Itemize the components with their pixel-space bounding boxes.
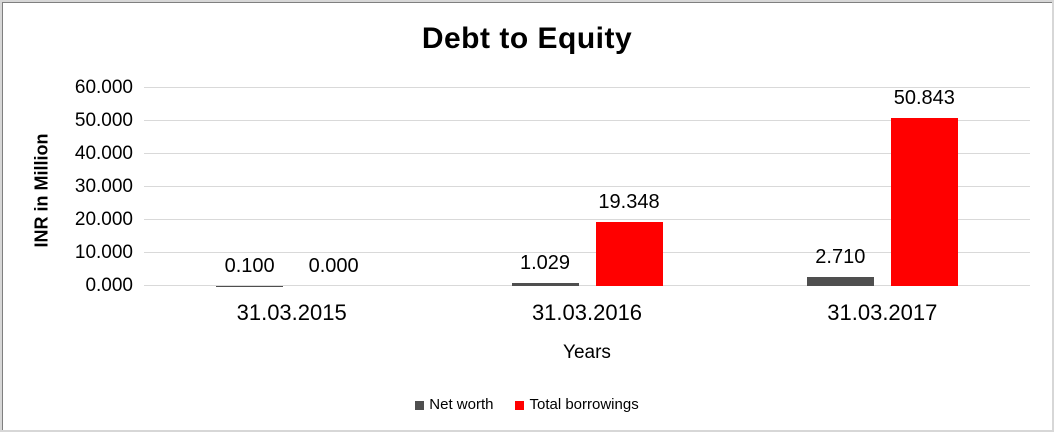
y-tick-label: 20.000: [74, 209, 133, 230]
legend-swatch-total-borrowings: [515, 401, 524, 410]
x-axis-title: Years: [563, 342, 611, 363]
y-tick-label: 50.000: [74, 110, 133, 131]
legend-label-net-worth: Net worth: [429, 396, 494, 413]
legend-item-net-worth: [415, 396, 493, 414]
y-tick-label: 10.000: [74, 242, 133, 263]
bar-value-label: 0.100: [224, 254, 275, 277]
y-tick-label: 40.000: [74, 143, 133, 164]
bar-net-worth: [512, 283, 579, 286]
y-axis-title: INR in Million: [31, 133, 52, 248]
category-label: 31.03.2015: [236, 300, 347, 325]
legend-swatch-net-worth: [415, 401, 424, 410]
legend: [0, 396, 1054, 414]
bar-value-label: 2.710: [815, 246, 866, 269]
bar-value-label: 0.000: [308, 255, 359, 277]
bar-value-label: 50.843: [893, 87, 955, 110]
legend-item-total-borrowings: [515, 396, 638, 414]
legend-label-total-borrowings: Total borrowings: [529, 396, 639, 413]
bar-value-label: 1.029: [519, 251, 571, 274]
bar-net-worth: [807, 277, 874, 286]
y-tick-label: 30.000: [74, 176, 133, 197]
chart-title: Debt to Equity: [421, 22, 633, 55]
y-tick-label: 0.000: [85, 275, 133, 296]
bar-value-label: 19.348: [598, 191, 660, 214]
category-label: 31.03.2016: [531, 300, 643, 325]
category-label: 31.03.2017: [827, 300, 938, 325]
bar-total-borrowings: [891, 118, 958, 286]
bar-total-borrowings: [596, 222, 663, 286]
y-tick-label: 60.000: [74, 77, 133, 98]
